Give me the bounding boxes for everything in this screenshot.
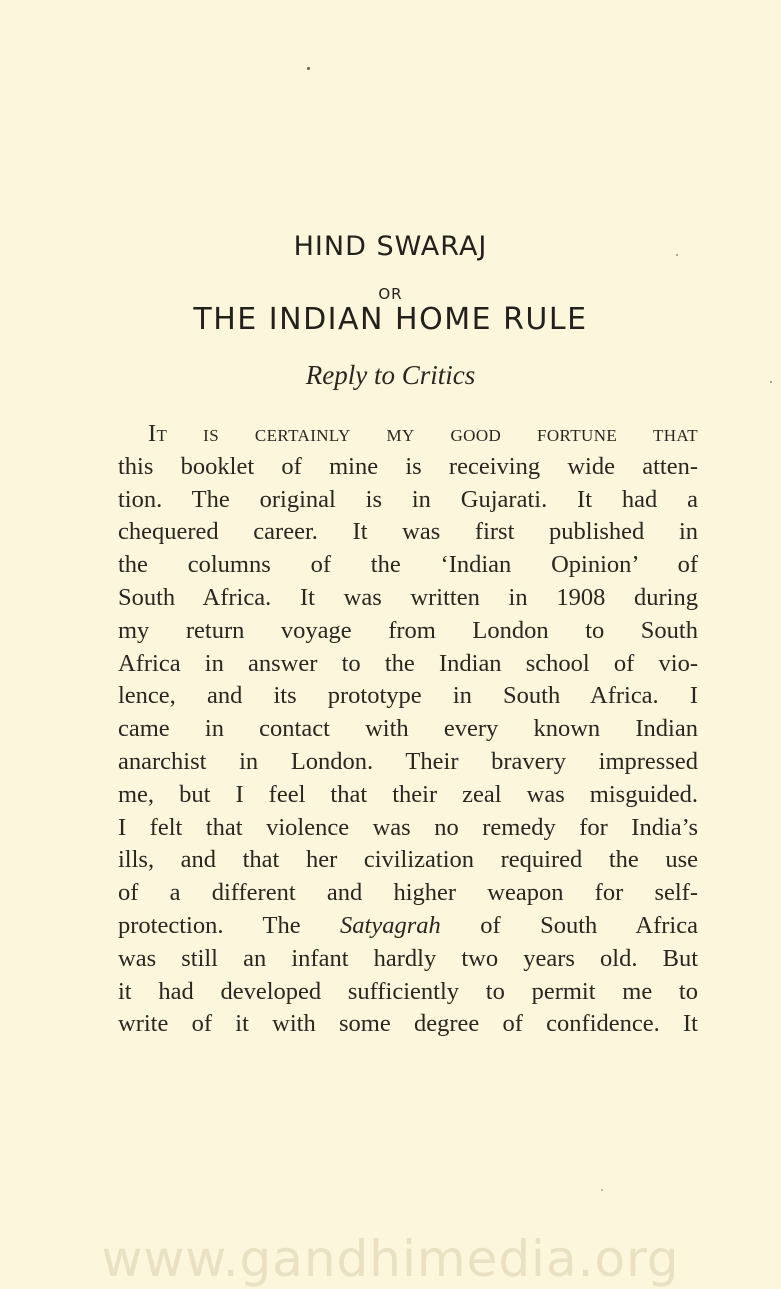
text-line: was still an infant hardly two years old. But — [118, 944, 698, 972]
text-line: my return voyage from London to South — [118, 616, 698, 644]
book-title: HIND SWARAJ — [293, 231, 488, 262]
text-line: tion. The original is in Gujarati. It had a — [118, 485, 698, 513]
text-line: It is certainly my good fortune that — [148, 420, 698, 447]
title-conjunction: OR — [378, 285, 403, 303]
text-line: chequered career. It was first published in — [118, 518, 698, 546]
ink-speck — [307, 67, 310, 70]
book-subtitle: THE INDIAN HOME RULE — [193, 302, 588, 337]
text-line: protection. The Satyagrah of South Africa — [118, 911, 698, 939]
text-line: write of it with some degree of confidence. It — [118, 1010, 698, 1038]
ink-speck — [601, 1189, 603, 1191]
text-line: ills, and that her civilization required the use — [118, 846, 698, 874]
text-line: lence, and its prototype in South Africa. I — [118, 682, 698, 710]
watermark: www.gandhimedia.org — [101, 1230, 680, 1288]
text-line: the columns of the ‘Indian Opinion’ of — [118, 551, 698, 579]
italic-term: Satyagrah — [340, 911, 441, 939]
text-line: I felt that violence was no remedy for India’s — [118, 813, 698, 841]
text-line: came in contact with every known Indian — [118, 715, 698, 743]
text-line: Africa in answer to the Indian school of vio- — [118, 649, 698, 677]
text-line: it had developed sufficiently to permit me to — [118, 977, 698, 1005]
text-line: South Africa. It was written in 1908 during — [118, 583, 698, 611]
text-line: this booklet of mine is receiving wide atten- — [118, 452, 698, 480]
body-paragraph — [118, 418, 698, 1041]
text-line: anarchist in London. Their bravery impressed — [118, 747, 698, 775]
section-heading: Reply to Critics — [305, 360, 476, 390]
text-line: of a different and higher weapon for self- — [118, 879, 698, 907]
text-line: me, but I feel that their zeal was misguided. — [118, 780, 698, 808]
